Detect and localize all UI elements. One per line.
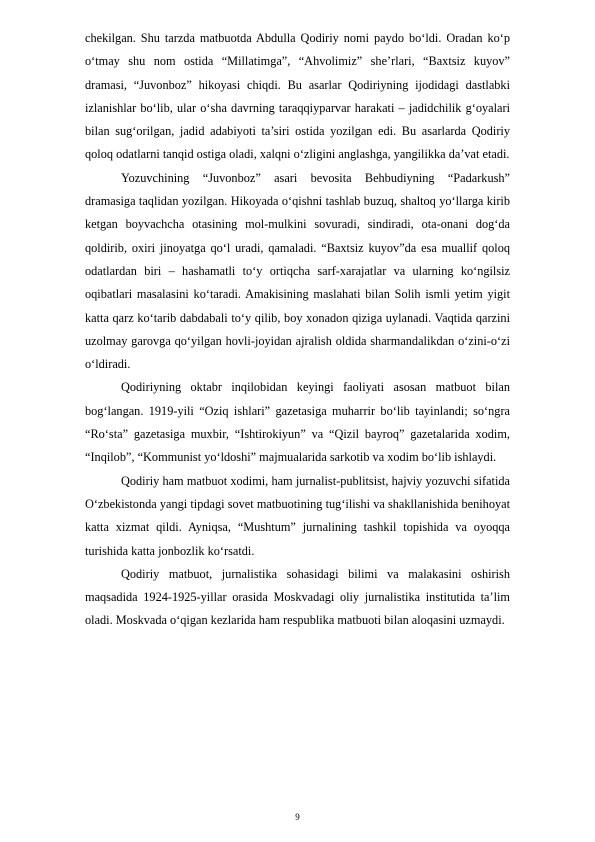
page-number: 9 [295,812,300,822]
document-body [85,27,510,633]
paragraph-journalist-role: Qodiriy ham matbuot xodimi, ham jurnalist-publitsist, hajviy yozuvchi sifatida Oʻzbekistonda yangi tipdagi sovet matbuotining tugʻilishi va shakllanishida benihoyat katta xizmat qildi. Ayniqsa, “Mushtum” jurnalining tashkil topishida va oyoqqa turishida katta jonbozlik koʻrsatdi. [85,473,510,558]
paragraph-press-activity: Qodiriyning oktabr inqilobidan keyingi faoliyati asosan matbuot bilan bogʻlangan. 1919-yili “Oziq ishlari” gazetasiga muharrir boʻlib tayinlandi; soʻngra “Roʻsta” gazetasiga muxbir, “Ishtirokiyun” va “Qizil bayroq” gazetalarida xodim, “Inqilob”, “Kommunist yoʻldoshi” majmualarida sarkotib va xodim boʻlib ishlaydi. [85,380,510,465]
paragraph-moscow-study: Qodiriy matbuot, jurnalistika sohasidagi bilimi va malakasini oshirish maqsadida 1924-1925-yillar orasida Moskvadagi oliy jurnalistika institutida ta’lim oladi. Moskvada oʻqigan kezlarida ham respublika matbuoti bilan aloqasini uzmaydi. [85,566,510,628]
paragraph-juvonboz: Yozuvchining “Juvonboz” asari bevosita Behbudiyning “Padarkush” dramasiga taqlidan yozilgan. Hikoyada oʻqishni tashlab buzuq, shaltoq yoʻllarga kirib ketgan boyvachcha otasining mol-mulkini sovuradi, sindiradi, ota-onani dogʻda qoldirib, oxiri jinoyatga qoʻl uradi, qamaladi. “Baxtsiz kuyov”da esa muallif qoloq odatlardan biri – hashamatli toʻy ortiqcha sarf-xarajatlar va ularning koʻngilsiz oqibatlari masalasini koʻtaradi. Amakisining maslahati bilan Solih ismli yetim yigit katta qarz koʻtarib dabdabali toʻy qilib, boy xonadon qiziga uylanadi. Vaqtida qarzini uzolmay garovga qoʻyilgan hovli-joyidan ajralish oldida sharmandalikdan oʻzini-oʻzi oʻldiradi. [85,170,510,372]
paragraph-continuation: chekilgan. Shu tarzda matbuotda Abdulla Qodiriy nomi paydo boʻldi. Oradan koʻp oʻtmay shu nom ostida “Millatimga”, “Ahvolimiz” she’rlari, “Baxtsiz kuyov” dramasi, “Juvonboz” hikoyasi chiqdi. Bu asarlar Qodiriyning ijodidagi dastlabki izlanishlar boʻlib, ular oʻsha davrning taraqqiyparvar harakati – jadidchilik gʻoyalari bilan sugʻorilgan, jadid adabiyoti ta’siri ostida yozilgan edi. Bu asarlarda Qodiriy qoloq odatlarni tanqid ostiga oladi, xalqni oʻzligini anglashga, yangilikka da’vat etadi. [85,31,510,162]
